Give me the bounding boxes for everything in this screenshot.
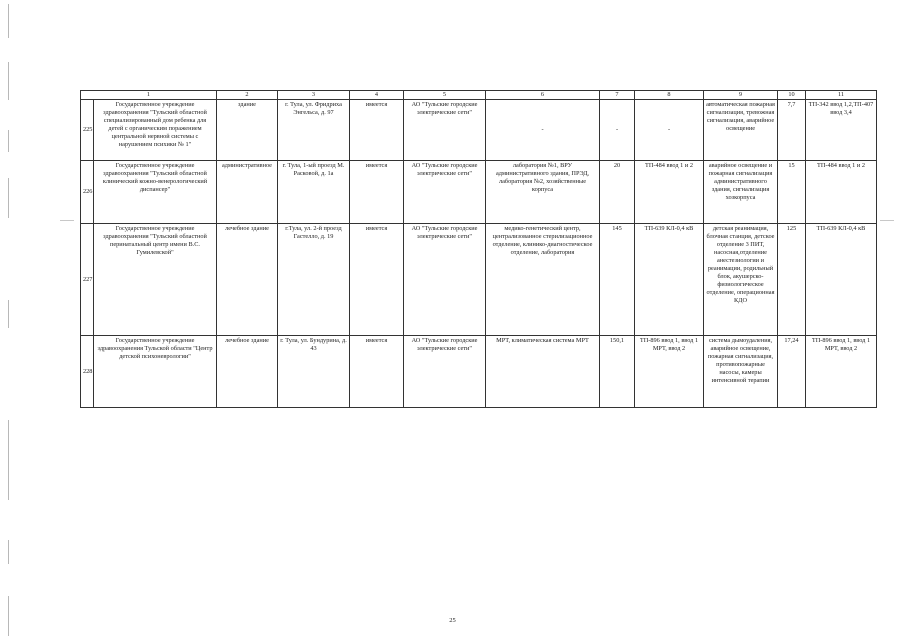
column-header-7: 7 — [600, 91, 635, 100]
binding-margin-mark — [8, 4, 9, 38]
column-number-row — [81, 91, 877, 100]
critical-systems: система дымоудаления, аварийное освещение, пожарная сигнализация, противопожарные насосы, камеры интенсивной терапии — [704, 336, 778, 408]
power-source: ТП-896 ввод 1, ввод 1 МРТ, ввод 2 — [635, 336, 704, 408]
critical-systems: детская реанимация, блочная станция, детское отделение 3 ПИТ, насосная,отделение анестезиологии и реанимации, родильный блок, акушерско-физиологическое отделение, операционная КДО — [704, 224, 778, 336]
availability: имеется — [350, 161, 404, 224]
column-header-10: 10 — [778, 91, 806, 100]
reserve-power: 125 — [778, 224, 806, 336]
column-header-3: 3 — [278, 91, 350, 100]
load-value: - — [600, 100, 635, 161]
substation-input: ТП-639 КЛ-0,4 кВ — [806, 224, 877, 336]
consumers: медико-генетический центр, централизованное стерилизационное отделение, клинико-диагностическое отделение, лаборатория — [486, 224, 600, 336]
address: г. Тула, ул. Фридриха Энгельса, д. 97 — [278, 100, 350, 161]
row-number: 225 — [81, 100, 94, 161]
critical-systems: аварийное освещение и пожарная сигнализация административного здания, сигнализация хозкорпуса — [704, 161, 778, 224]
building-type: административное — [217, 161, 278, 224]
column-header-11: 11 — [806, 91, 877, 100]
power-supplier: АО "Тульские городские электрические сети" — [404, 100, 486, 161]
reserve-power: 7,7 — [778, 100, 806, 161]
institution-name: Государственное учреждение здравоохранения Тульской области "Центр детской психоневрологии" — [94, 336, 217, 408]
row-number: 226 — [81, 161, 94, 224]
consumers: - — [486, 100, 600, 161]
column-header-2: 2 — [217, 91, 278, 100]
table-row — [81, 224, 877, 336]
power-source: - — [635, 100, 704, 161]
row-number: 227 — [81, 224, 94, 336]
substation-input: ТП-896 ввод 1, ввод 1 МРТ, ввод 2 — [806, 336, 877, 408]
table-row — [81, 161, 877, 224]
consumers: МРТ, климатическая система МРТ — [486, 336, 600, 408]
binding-margin-mark — [8, 130, 9, 152]
address: г. Тула, ул. Бундурина, д. 43 — [278, 336, 350, 408]
critical-systems: автоматическая пожарная сигнализация, тревожная сигнализация, аварийное освещение — [704, 100, 778, 161]
binding-margin-mark — [8, 178, 9, 218]
power-supplier: АО "Тульские городские электрические сети" — [404, 161, 486, 224]
column-header-8: 8 — [635, 91, 704, 100]
reserve-power: 15 — [778, 161, 806, 224]
power-supplier: АО "Тульские городские электрические сети" — [404, 336, 486, 408]
availability: имеется — [350, 224, 404, 336]
load-value: 150,1 — [600, 336, 635, 408]
substation-input: ТП-484 ввод 1 и 2 — [806, 161, 877, 224]
page-number: 25 — [449, 617, 456, 624]
row-number: 228 — [81, 336, 94, 408]
power-source: ТП-639 КЛ-0,4 кВ — [635, 224, 704, 336]
scan-artifact-line — [60, 220, 74, 221]
table-row — [81, 100, 877, 161]
availability: имеется — [350, 100, 404, 161]
building-type: лечебное здание — [217, 224, 278, 336]
power-supplier: АО "Тульские городские электрические сети" — [404, 224, 486, 336]
load-value: 20 — [600, 161, 635, 224]
consumers: лаборатория №1, ВРУ административного здания, ПРЭД, лаборатория №2, хозяйственные корпуса — [486, 161, 600, 224]
institution-name: Государственное учреждение здравоохранения "Тульский областной специализированный дом ребенка для детей с органическим поражением центральной нервной системы с нарушением психики № 1" — [94, 100, 217, 161]
binding-margin-mark — [8, 540, 9, 564]
column-header-1: 1 — [81, 91, 217, 100]
binding-margin-mark — [8, 300, 9, 328]
table-row — [81, 336, 877, 408]
availability: имеется — [350, 336, 404, 408]
substation-input: ТП-342 ввод 1,2,ТП-407 ввод 3,4 — [806, 100, 877, 161]
column-header-4: 4 — [350, 91, 404, 100]
reserve-power: 17,24 — [778, 336, 806, 408]
binding-margin-mark — [8, 596, 9, 636]
address: г.Тула, ул. 2-й проезд Гастелло, д. 19 — [278, 224, 350, 336]
column-header-6: 6 — [486, 91, 600, 100]
address: г. Тула, 1-ый проезд М. Расковой, д. 1а — [278, 161, 350, 224]
scan-artifact-line — [880, 220, 894, 221]
load-value: 145 — [600, 224, 635, 336]
power-source: ТП-484 ввод 1 и 2 — [635, 161, 704, 224]
column-header-5: 5 — [404, 91, 486, 100]
binding-margin-mark — [8, 420, 9, 500]
building-type: здание — [217, 100, 278, 161]
institution-name: Государственное учреждение здравоохранения "Тульский областной клинический кожно-венерологический диспансер" — [94, 161, 217, 224]
column-header-9: 9 — [704, 91, 778, 100]
institution-name: Государственное учреждение здравоохранения "Тульский областной перинатальный центр имени В.С. Гумилевской" — [94, 224, 217, 336]
data-table — [80, 90, 877, 408]
binding-margin-mark — [8, 62, 9, 100]
building-type: лечебное здание — [217, 336, 278, 408]
